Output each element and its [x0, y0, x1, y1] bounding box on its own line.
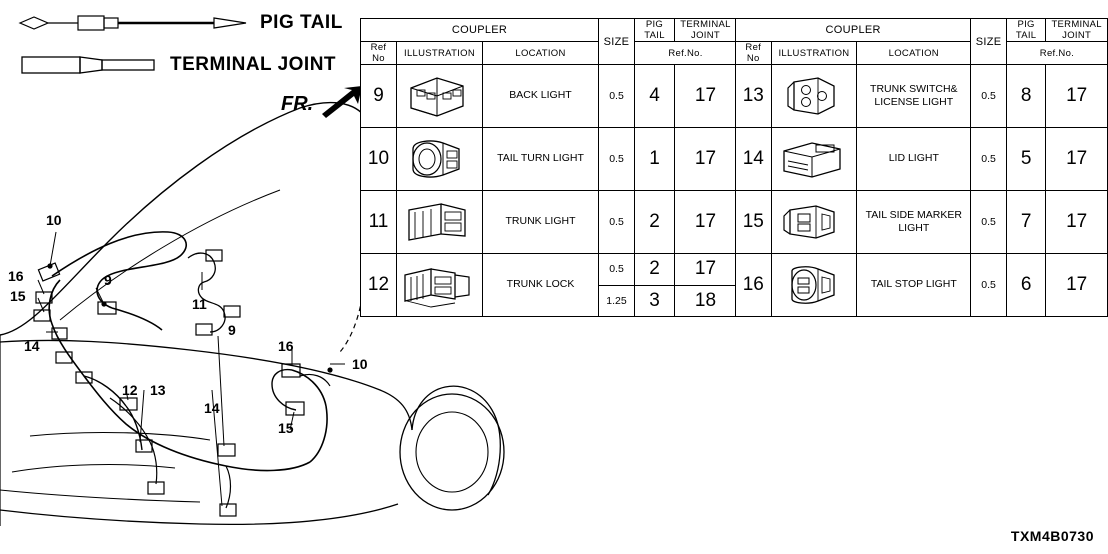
table-row-header-1 [736, 19, 1108, 42]
header-size: SIZE [599, 19, 635, 65]
cell-terminal-joint: 17 [675, 128, 737, 191]
coupler-round-icon [397, 128, 483, 191]
legend-item-terminal-joint [18, 52, 336, 78]
callout-15-right: 15 [278, 420, 294, 436]
cell-ref-no: 13 [736, 65, 772, 128]
cell-size: 0.5 [971, 65, 1007, 128]
cell-location: LID LIGHT [857, 128, 971, 191]
header-pig-tail: PIG TAIL [1006, 19, 1045, 42]
pig-tail-symbol [18, 12, 248, 34]
header-coupler: COUPLER [361, 19, 599, 42]
callout-16-right: 16 [278, 338, 294, 354]
callout-9-left: 9 [104, 272, 112, 288]
header-refno-sub: Ref.No. [635, 42, 737, 65]
callout-12: 12 [122, 382, 138, 398]
cell-ref-no: 11 [361, 191, 397, 254]
cell-location: BACK LIGHT [483, 65, 599, 128]
cell-pig-tail: 2 [635, 254, 675, 286]
coupler-4pin-icon [397, 65, 483, 128]
header-illustration: ILLUSTRATION [771, 42, 857, 65]
cell-size: 0.5 [971, 254, 1007, 317]
cell-pig-tail: 4 [635, 65, 675, 128]
header-location: LOCATION [483, 42, 599, 65]
legend-item-pig-tail [18, 12, 343, 34]
callout-9-mid: 9 [228, 322, 236, 338]
header-illustration: ILLUSTRATION [397, 42, 483, 65]
coupler-table-left [360, 18, 737, 317]
callout-16-left: 16 [8, 268, 24, 284]
cell-ref-no: 16 [736, 254, 772, 317]
cell-pig-tail: 8 [1006, 65, 1045, 128]
cell-size: 0.5 [971, 128, 1007, 191]
cell-location: TAIL SIDE MARKER LIGHT [857, 191, 971, 254]
cell-terminal-joint: 18 [675, 285, 737, 317]
cell-size: 0.5 [599, 191, 635, 254]
table-row [361, 65, 737, 128]
cell-terminal-joint: 17 [675, 65, 737, 128]
cell-pig-tail: 5 [1006, 128, 1045, 191]
legend [18, 6, 348, 90]
header-terminal-joint: TERMINAL JOINT [1046, 19, 1108, 42]
cell-ref-no: 14 [736, 128, 772, 191]
callout-10-left: 10 [46, 212, 62, 228]
cell-terminal-joint: 17 [1046, 254, 1108, 317]
cell-location: TRUNK LIGHT [483, 191, 599, 254]
cell-location: TAIL TURN LIGHT [483, 128, 599, 191]
cell-size: 0.5 [599, 128, 635, 191]
table-row [361, 191, 737, 254]
callout-14-left: 14 [24, 338, 40, 354]
cell-location: TAIL STOP LIGHT [857, 254, 971, 317]
legend-label-pig-tail: PIG TAIL [260, 12, 343, 33]
table-row [361, 128, 737, 191]
cell-pig-tail: 2 [635, 191, 675, 254]
callout-10-right: 10 [352, 356, 368, 372]
cell-pig-tail: 6 [1006, 254, 1045, 317]
callout-13: 13 [150, 382, 166, 398]
table-row-header-2 [361, 42, 737, 65]
cell-size: 0.5 [971, 191, 1007, 254]
header-refno-sub: Ref.No. [1006, 42, 1107, 65]
header-coupler: COUPLER [736, 19, 971, 42]
table-row [736, 65, 1108, 128]
header-pig-tail: PIG TAIL [635, 19, 675, 42]
coupler-table-right [735, 18, 1108, 317]
cell-pig-tail: 3 [635, 285, 675, 317]
table-row [736, 191, 1108, 254]
drawing-code: TXM4B0730 [1010, 528, 1094, 544]
cell-size: 0.5 [599, 254, 635, 286]
table-row [361, 254, 737, 286]
table-row [736, 254, 1108, 317]
cell-size: 0.5 [599, 65, 635, 128]
terminal-joint-symbol [18, 52, 158, 78]
coupler-flat-icon [771, 128, 857, 191]
cell-terminal-joint: 17 [675, 254, 737, 286]
header-ref-no: Ref No [361, 42, 397, 65]
table-row-header-1 [361, 19, 737, 42]
cell-ref-no: 10 [361, 128, 397, 191]
table-row [736, 128, 1108, 191]
callout-11: 11 [192, 296, 207, 312]
cell-size: 1.25 [599, 285, 635, 317]
coupler-3pin-icon [771, 65, 857, 128]
cell-terminal-joint: 17 [1046, 128, 1108, 191]
cell-pig-tail: 1 [635, 128, 675, 191]
cell-ref-no: 12 [361, 254, 397, 317]
header-size: SIZE [971, 19, 1007, 65]
cell-ref-no: 9 [361, 65, 397, 128]
cell-ref-no: 15 [736, 191, 772, 254]
table-row-header-2 [736, 42, 1108, 65]
coupler-small-icon [771, 191, 857, 254]
legend-label-terminal-joint: TERMINAL JOINT [170, 54, 337, 75]
cell-pig-tail: 7 [1006, 191, 1045, 254]
coupler-wide-icon [397, 254, 483, 317]
cell-terminal-joint: 17 [1046, 191, 1108, 254]
cell-location: TRUNK SWITCH& LICENSE LIGHT [857, 65, 971, 128]
cell-terminal-joint: 17 [675, 191, 737, 254]
callout-14-mid: 14 [204, 400, 220, 416]
header-terminal-joint: TERMINAL JOINT [675, 19, 737, 42]
header-location: LOCATION [857, 42, 971, 65]
cell-terminal-joint: 17 [1046, 65, 1108, 128]
callout-15-left: 15 [10, 288, 26, 304]
coupler-cap-icon [771, 254, 857, 317]
coupler-block-icon [397, 191, 483, 254]
header-ref-no: Ref No [736, 42, 772, 65]
cell-location: TRUNK LOCK [483, 254, 599, 317]
front-direction-label: FR. [281, 93, 314, 115]
